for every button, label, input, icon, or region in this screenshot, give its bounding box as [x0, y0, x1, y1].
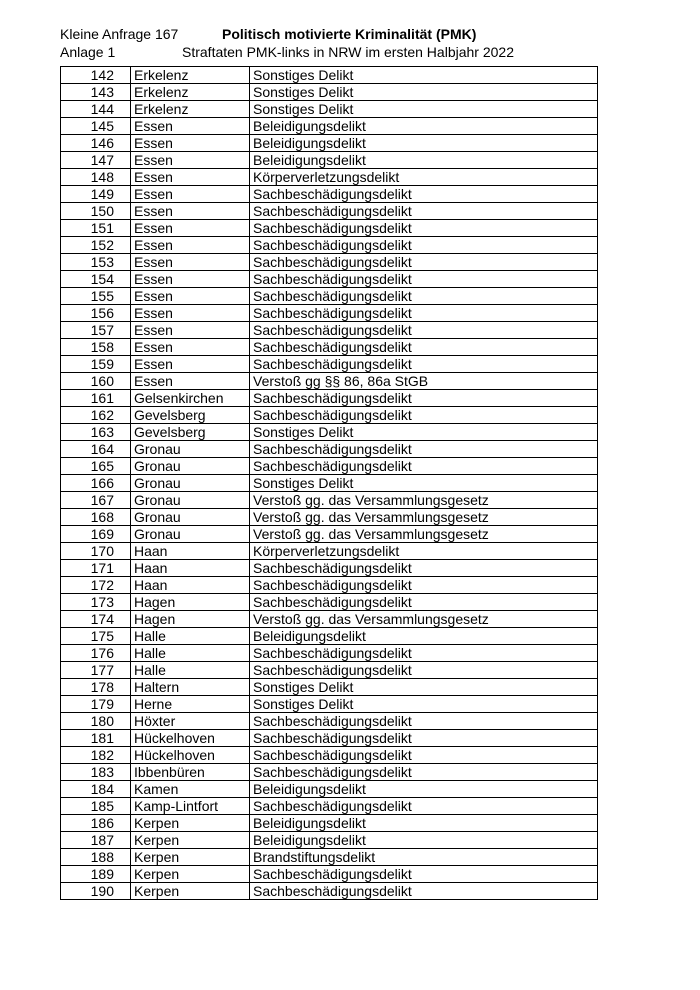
row-number-cell: 188 — [61, 849, 131, 866]
row-number-cell: 180 — [61, 713, 131, 730]
row-number-cell: 171 — [61, 560, 131, 577]
table-row — [61, 237, 598, 254]
city-cell: Halle — [131, 628, 250, 645]
row-number-cell: 177 — [61, 662, 131, 679]
document-subtitle: Straftaten PMK-links in NRW im ersten Halbjahr 2022 — [182, 44, 514, 60]
table-row — [61, 407, 598, 424]
row-number-cell: 161 — [61, 390, 131, 407]
row-number-cell: 173 — [61, 594, 131, 611]
city-cell: Essen — [131, 254, 250, 271]
city-cell: Halle — [131, 662, 250, 679]
city-cell: Essen — [131, 203, 250, 220]
row-number-cell: 179 — [61, 696, 131, 713]
city-cell: Kerpen — [131, 849, 250, 866]
offense-cell: Sachbeschädigungsdelikt — [250, 271, 598, 288]
row-number-cell: 182 — [61, 747, 131, 764]
row-number-cell: 146 — [61, 135, 131, 152]
table-row — [61, 152, 598, 169]
offense-cell: Sonstiges Delikt — [250, 84, 598, 101]
table-row — [61, 628, 598, 645]
offense-cell: Sonstiges Delikt — [250, 679, 598, 696]
city-cell: Essen — [131, 305, 250, 322]
row-number-cell: 148 — [61, 169, 131, 186]
row-number-cell: 147 — [61, 152, 131, 169]
offense-cell: Sachbeschädigungsdelikt — [250, 747, 598, 764]
city-cell: Haan — [131, 543, 250, 560]
offense-cell: Beleidigungsdelikt — [250, 152, 598, 169]
offense-cell: Sachbeschädigungsdelikt — [250, 560, 598, 577]
city-cell: Gronau — [131, 475, 250, 492]
city-cell: Hückelhoven — [131, 730, 250, 747]
table-row — [61, 373, 598, 390]
table-row — [61, 339, 598, 356]
table-row — [61, 611, 598, 628]
row-number-cell: 170 — [61, 543, 131, 560]
row-number-cell: 183 — [61, 764, 131, 781]
table-row — [61, 458, 598, 475]
city-cell: Essen — [131, 271, 250, 288]
offense-cell: Verstoß gg §§ 86, 86a StGB — [250, 373, 598, 390]
city-cell: Gevelsberg — [131, 407, 250, 424]
row-number-cell: 176 — [61, 645, 131, 662]
row-number-cell: 149 — [61, 186, 131, 203]
row-number-cell: 156 — [61, 305, 131, 322]
city-cell: Haan — [131, 560, 250, 577]
offense-cell: Sonstiges Delikt — [250, 424, 598, 441]
table-row — [61, 84, 598, 101]
city-cell: Essen — [131, 118, 250, 135]
table-row — [61, 730, 598, 747]
offense-cell: Sonstiges Delikt — [250, 475, 598, 492]
city-cell: Essen — [131, 288, 250, 305]
table-row — [61, 441, 598, 458]
table-row — [61, 203, 598, 220]
table-row — [61, 713, 598, 730]
offense-cell: Sachbeschädigungsdelikt — [250, 798, 598, 815]
row-number-cell: 163 — [61, 424, 131, 441]
row-number-cell: 174 — [61, 611, 131, 628]
table-row — [61, 118, 598, 135]
table-row — [61, 254, 598, 271]
row-number-cell: 169 — [61, 526, 131, 543]
row-number-cell: 143 — [61, 84, 131, 101]
table-row — [61, 305, 598, 322]
city-cell: Erkelenz — [131, 101, 250, 118]
offense-cell: Sachbeschädigungsdelikt — [250, 237, 598, 254]
offense-cell: Sachbeschädigungsdelikt — [250, 730, 598, 747]
city-cell: Essen — [131, 135, 250, 152]
table-row — [61, 543, 598, 560]
table-row — [61, 390, 598, 407]
offense-cell: Sachbeschädigungsdelikt — [250, 220, 598, 237]
row-number-cell: 166 — [61, 475, 131, 492]
row-number-cell: 178 — [61, 679, 131, 696]
city-cell: Hagen — [131, 611, 250, 628]
table-row — [61, 747, 598, 764]
offense-cell: Sonstiges Delikt — [250, 101, 598, 118]
row-number-cell: 190 — [61, 883, 131, 900]
table-row — [61, 781, 598, 798]
table-row — [61, 560, 598, 577]
offense-cell: Sachbeschädigungsdelikt — [250, 866, 598, 883]
offense-cell: Körperverletzungsdelikt — [250, 169, 598, 186]
row-number-cell: 165 — [61, 458, 131, 475]
city-cell: Kerpen — [131, 883, 250, 900]
row-number-cell: 150 — [61, 203, 131, 220]
row-number-cell: 152 — [61, 237, 131, 254]
row-number-cell: 164 — [61, 441, 131, 458]
row-number-cell: 189 — [61, 866, 131, 883]
row-number-cell: 160 — [61, 373, 131, 390]
offense-cell: Sonstiges Delikt — [250, 67, 598, 84]
table-row — [61, 135, 598, 152]
table-row — [61, 322, 598, 339]
table-row — [61, 645, 598, 662]
city-cell: Gronau — [131, 458, 250, 475]
table-row — [61, 866, 598, 883]
row-number-cell: 159 — [61, 356, 131, 373]
city-cell: Kamen — [131, 781, 250, 798]
city-cell: Herne — [131, 696, 250, 713]
city-cell: Gronau — [131, 526, 250, 543]
table-row — [61, 492, 598, 509]
table-row — [61, 509, 598, 526]
city-cell: Gronau — [131, 441, 250, 458]
table-row — [61, 101, 598, 118]
table-row — [61, 662, 598, 679]
offense-cell: Sachbeschädigungsdelikt — [250, 322, 598, 339]
offense-cell: Sachbeschädigungsdelikt — [250, 407, 598, 424]
offense-cell: Verstoß gg. das Versammlungsgesetz — [250, 526, 598, 543]
offense-cell: Beleidigungsdelikt — [250, 832, 598, 849]
offense-cell: Verstoß gg. das Versammlungsgesetz — [250, 492, 598, 509]
offense-cell: Sachbeschädigungsdelikt — [250, 390, 598, 407]
offense-table — [60, 66, 598, 900]
offense-cell: Beleidigungsdelikt — [250, 135, 598, 152]
offense-cell: Sachbeschädigungsdelikt — [250, 305, 598, 322]
offense-cell: Sachbeschädigungsdelikt — [250, 203, 598, 220]
city-cell: Essen — [131, 322, 250, 339]
offense-cell: Beleidigungsdelikt — [250, 628, 598, 645]
row-number-cell: 155 — [61, 288, 131, 305]
city-cell: Erkelenz — [131, 84, 250, 101]
table-row — [61, 594, 598, 611]
table-row — [61, 271, 598, 288]
table-row — [61, 67, 598, 84]
offense-cell: Sachbeschädigungsdelikt — [250, 577, 598, 594]
city-cell: Haltern — [131, 679, 250, 696]
offense-cell: Körperverletzungsdelikt — [250, 543, 598, 560]
offense-cell: Sachbeschädigungsdelikt — [250, 254, 598, 271]
table-row — [61, 169, 598, 186]
offense-cell: Sachbeschädigungsdelikt — [250, 288, 598, 305]
offense-table-body — [61, 67, 598, 900]
city-cell: Essen — [131, 152, 250, 169]
offense-cell: Sachbeschädigungsdelikt — [250, 594, 598, 611]
row-number-cell: 151 — [61, 220, 131, 237]
city-cell: Essen — [131, 339, 250, 356]
table-row — [61, 798, 598, 815]
row-number-cell: 175 — [61, 628, 131, 645]
row-number-cell: 185 — [61, 798, 131, 815]
offense-cell: Sachbeschädigungsdelikt — [250, 713, 598, 730]
table-row — [61, 220, 598, 237]
city-cell: Ibbenbüren — [131, 764, 250, 781]
offense-cell: Sonstiges Delikt — [250, 696, 598, 713]
offense-cell: Sachbeschädigungsdelikt — [250, 883, 598, 900]
row-number-cell: 172 — [61, 577, 131, 594]
row-number-cell: 187 — [61, 832, 131, 849]
table-row — [61, 696, 598, 713]
row-number-cell: 181 — [61, 730, 131, 747]
city-cell: Essen — [131, 169, 250, 186]
city-cell: Essen — [131, 356, 250, 373]
row-number-cell: 142 — [61, 67, 131, 84]
row-number-cell: 158 — [61, 339, 131, 356]
table-row — [61, 832, 598, 849]
city-cell: Essen — [131, 373, 250, 390]
city-cell: Gelsenkirchen — [131, 390, 250, 407]
table-row — [61, 526, 598, 543]
city-cell: Gronau — [131, 492, 250, 509]
city-cell: Essen — [131, 186, 250, 203]
row-number-cell: 186 — [61, 815, 131, 832]
offense-cell: Sachbeschädigungsdelikt — [250, 458, 598, 475]
city-cell: Essen — [131, 220, 250, 237]
city-cell: Erkelenz — [131, 67, 250, 84]
row-number-cell: 162 — [61, 407, 131, 424]
table-row — [61, 288, 598, 305]
table-row — [61, 424, 598, 441]
offense-cell: Sachbeschädigungsdelikt — [250, 186, 598, 203]
offense-cell: Sachbeschädigungsdelikt — [250, 441, 598, 458]
row-number-cell: 168 — [61, 509, 131, 526]
offense-cell: Beleidigungsdelikt — [250, 815, 598, 832]
row-number-cell: 184 — [61, 781, 131, 798]
table-row — [61, 883, 598, 900]
offense-cell: Brandstiftungsdelikt — [250, 849, 598, 866]
row-number-cell: 145 — [61, 118, 131, 135]
offense-cell: Sachbeschädigungsdelikt — [250, 662, 598, 679]
row-number-cell: 154 — [61, 271, 131, 288]
table-row — [61, 475, 598, 492]
city-cell: Hagen — [131, 594, 250, 611]
city-cell: Gronau — [131, 509, 250, 526]
table-row — [61, 356, 598, 373]
city-cell: Essen — [131, 237, 250, 254]
city-cell: Höxter — [131, 713, 250, 730]
table-row — [61, 577, 598, 594]
city-cell: Hückelhoven — [131, 747, 250, 764]
table-row — [61, 186, 598, 203]
document-title: Politisch motivierte Kriminalität (PMK) — [222, 26, 477, 42]
offense-cell: Beleidigungsdelikt — [250, 118, 598, 135]
offense-cell: Verstoß gg. das Versammlungsgesetz — [250, 509, 598, 526]
offense-cell: Sachbeschädigungsdelikt — [250, 339, 598, 356]
city-cell: Kerpen — [131, 866, 250, 883]
row-number-cell: 144 — [61, 101, 131, 118]
city-cell: Kerpen — [131, 832, 250, 849]
document-reference: Kleine Anfrage 167 — [60, 26, 179, 42]
offense-cell: Beleidigungsdelikt — [250, 781, 598, 798]
table-row — [61, 849, 598, 866]
offense-cell: Sachbeschädigungsdelikt — [250, 645, 598, 662]
offense-cell: Sachbeschädigungsdelikt — [250, 356, 598, 373]
offense-cell: Sachbeschädigungsdelikt — [250, 764, 598, 781]
city-cell: Halle — [131, 645, 250, 662]
offense-cell: Verstoß gg. das Versammlungsgesetz — [250, 611, 598, 628]
city-cell: Kerpen — [131, 815, 250, 832]
attachment-label: Anlage 1 — [60, 44, 116, 60]
table-row — [61, 764, 598, 781]
row-number-cell: 167 — [61, 492, 131, 509]
city-cell: Haan — [131, 577, 250, 594]
row-number-cell: 153 — [61, 254, 131, 271]
city-cell: Kamp-Lintfort — [131, 798, 250, 815]
row-number-cell: 157 — [61, 322, 131, 339]
city-cell: Gevelsberg — [131, 424, 250, 441]
table-row — [61, 679, 598, 696]
table-row — [61, 815, 598, 832]
